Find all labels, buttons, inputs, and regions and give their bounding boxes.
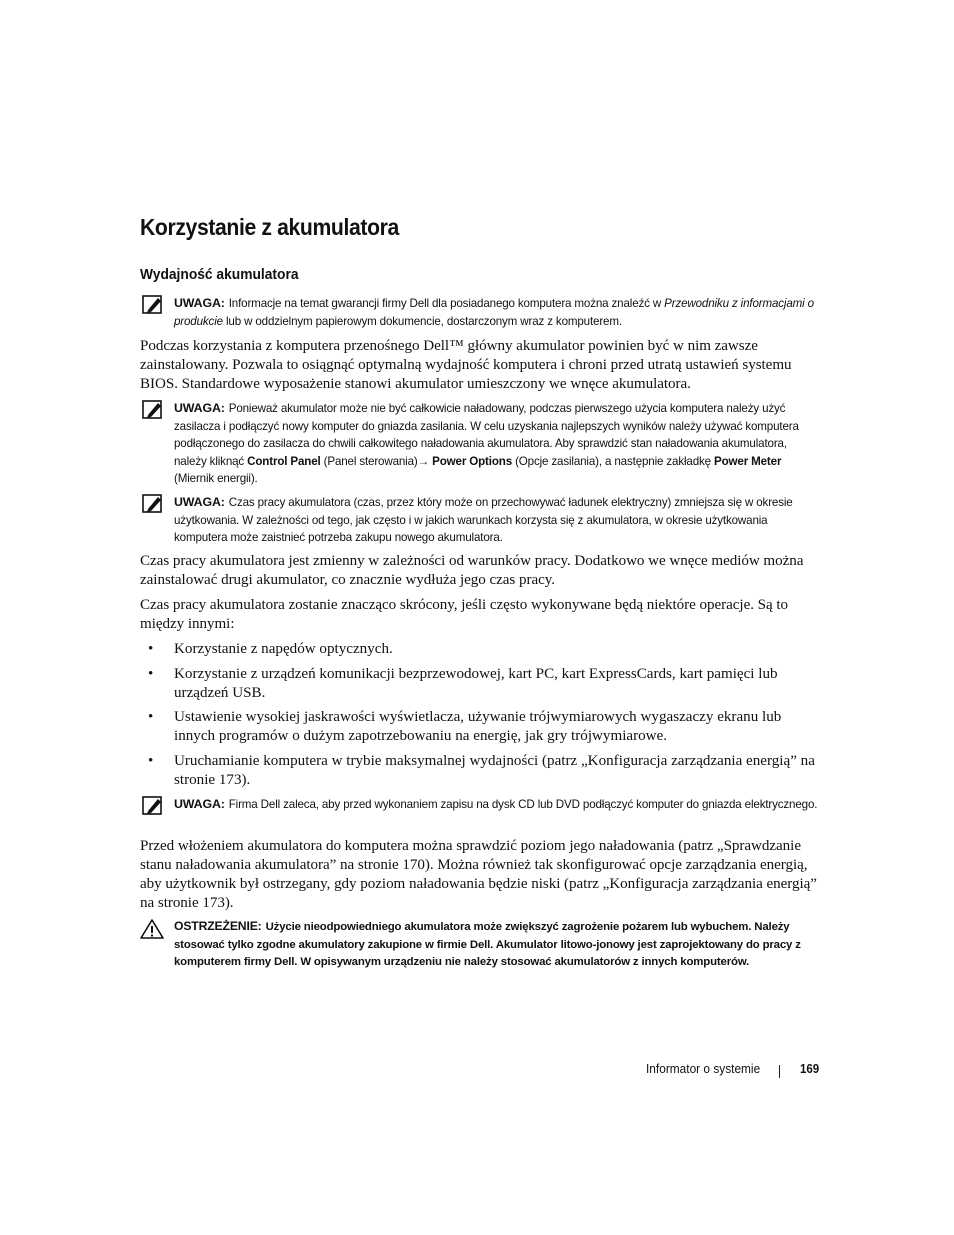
document-reference: Przewodniku z informacjami o produkcie	[174, 297, 814, 328]
paragraph: Podczas korzystania z komputera przenośnego Dell™ główny akumulator powinien być w nim zawsze zainstalowany. Pozwala to osiągnąć optymalną wydajność komputera i chroni przed utratą ustawień systemu BIOS. Standardowe wyposażenie stanowi akumulator umieszczony we wnęce akumulatora.	[140, 338, 792, 392]
warning-label: OSTRZEŻENIE:	[174, 919, 262, 933]
note-pencil-icon	[142, 796, 164, 816]
note-pencil-icon	[142, 295, 164, 315]
bullet: •	[148, 666, 154, 682]
page-number: 169	[800, 1062, 820, 1076]
note-block: UWAGA: Firma Dell zaleca, aby przed wykonaniem zapisu na dysk CD lub DVD podłączyć komputer do gniazda elektrycznego.	[140, 796, 820, 814]
note-block: UWAGA: Czas pracy akumulatora (czas, przez który może on przechowywać ładunek elektryczny) zmniejsza się w okresie użytkowania. W zależności od tego, jak często i w jakich warunkach korzysta się z akumulatora, w okresie użytkowania komputera może zaistnieć potrzeba zakupu nowego akumulatora.	[140, 494, 820, 547]
note-block: UWAGA: Informacje na temat gwarancji firmy Dell dla posiadanego komputera można znaleźć w Przewodniku z informacjami o produkcie lub w oddzielnym papierowym dokumencie, dostarczonym wraz z komputerem.	[140, 295, 820, 330]
list-item: • Korzystanie z napędów optycznych.	[148, 641, 393, 657]
ui-term: Power Meter	[714, 454, 782, 468]
footer-divider	[779, 1065, 780, 1078]
warning-triangle-icon	[140, 918, 164, 940]
paragraph: Czas pracy akumulatora jest zmienny w zależności od warunków pracy. Dodatkowo we wnęce mediów można zainstalować drugi akumulator, co znacznie wydłuża jego czas pracy.	[140, 553, 804, 588]
note-label: UWAGA:	[174, 401, 225, 415]
note-pencil-icon	[142, 494, 164, 514]
ui-term: Control Panel	[247, 454, 321, 468]
note-label: UWAGA:	[174, 296, 225, 310]
note-label: UWAGA:	[174, 797, 225, 811]
ui-term: Power Options	[432, 454, 512, 468]
footer-section-title: Informator o systemie	[645, 1062, 760, 1076]
page-title: Korzystanie z akumulatora	[140, 214, 399, 240]
paragraph: Czas pracy akumulatora zostanie znacząco skrócony, jeśli często wykonywane będą niektóre operacje. Są to między innymi:	[140, 597, 789, 632]
page-footer	[0, 1062, 954, 1082]
warning-block: OSTRZEŻENIE: Użycie nieodpowiedniego akumulatora może zwiększyć zagrożenie pożarem lub wybuchem. Należy stosować tylko zgodne akumulatory zakupione w firmie Dell. Akumulator litowo-jonowy jest zaprojektowany do pracy z komputerem firmy Dell. W opisywanym urządzeniu nie należy stosować akumulatorów z innych komputerów.	[140, 918, 820, 972]
list-item: • Uruchamianie komputera w trybie maksymalnej wydajności (patrz „Konfiguracja zarządzania energią” na stronie 173).	[148, 753, 815, 788]
note-block: UWAGA: Ponieważ akumulator może nie być całkowicie naładowany, podczas pierwszego użycia komputera należy użyć zasilacza i podłączyć nowy komputer do gniazda zasilania. W celu uzyskania najlepszych wyników należy używać komputera podłączonego do zasilacza do chwili całkowitego naładowania akumulatora. Aby sprawdzić stan naładowania akumulatora, należy kliknąć Control Panel (Panel sterowania)→ Power Options (Opcje zasilania), a następnie zakładkę Power Meter (Miernik energii).	[140, 400, 820, 488]
note-pencil-icon	[142, 400, 164, 420]
paragraph: Przed włożeniem akumulatora do komputera można sprawdzić poziom jego naładowania (patrz „Sprawdzanie stanu naładowania akumulatora” na stronie 170). Można również tak skonfigurować opcje zarządzania energią, aby użytkownik był ostrzegany, gdy poziom naładowania będzie niski (patrz „Konfiguracja zarządzania energią” na stronie 173).	[140, 838, 817, 911]
bullet: •	[148, 753, 154, 769]
bullet: •	[148, 641, 154, 657]
list-item: • Korzystanie z urządzeń komunikacji bezprzewodowej, kart PC, kart ExpressCards, kart pamięci lub urządzeń USB.	[148, 666, 778, 701]
list-item: • Ustawienie wysokiej jaskrawości wyświetlacza, używanie trójwymiarowych wygaszaczy ekranu lub innych programów o dużym zapotrzebowaniu na energię, jak gry trójwymiarowe.	[148, 709, 782, 744]
note-label: UWAGA:	[174, 495, 225, 509]
bullet: •	[148, 709, 154, 725]
section-title: Wydajność akumulatora	[140, 266, 299, 283]
